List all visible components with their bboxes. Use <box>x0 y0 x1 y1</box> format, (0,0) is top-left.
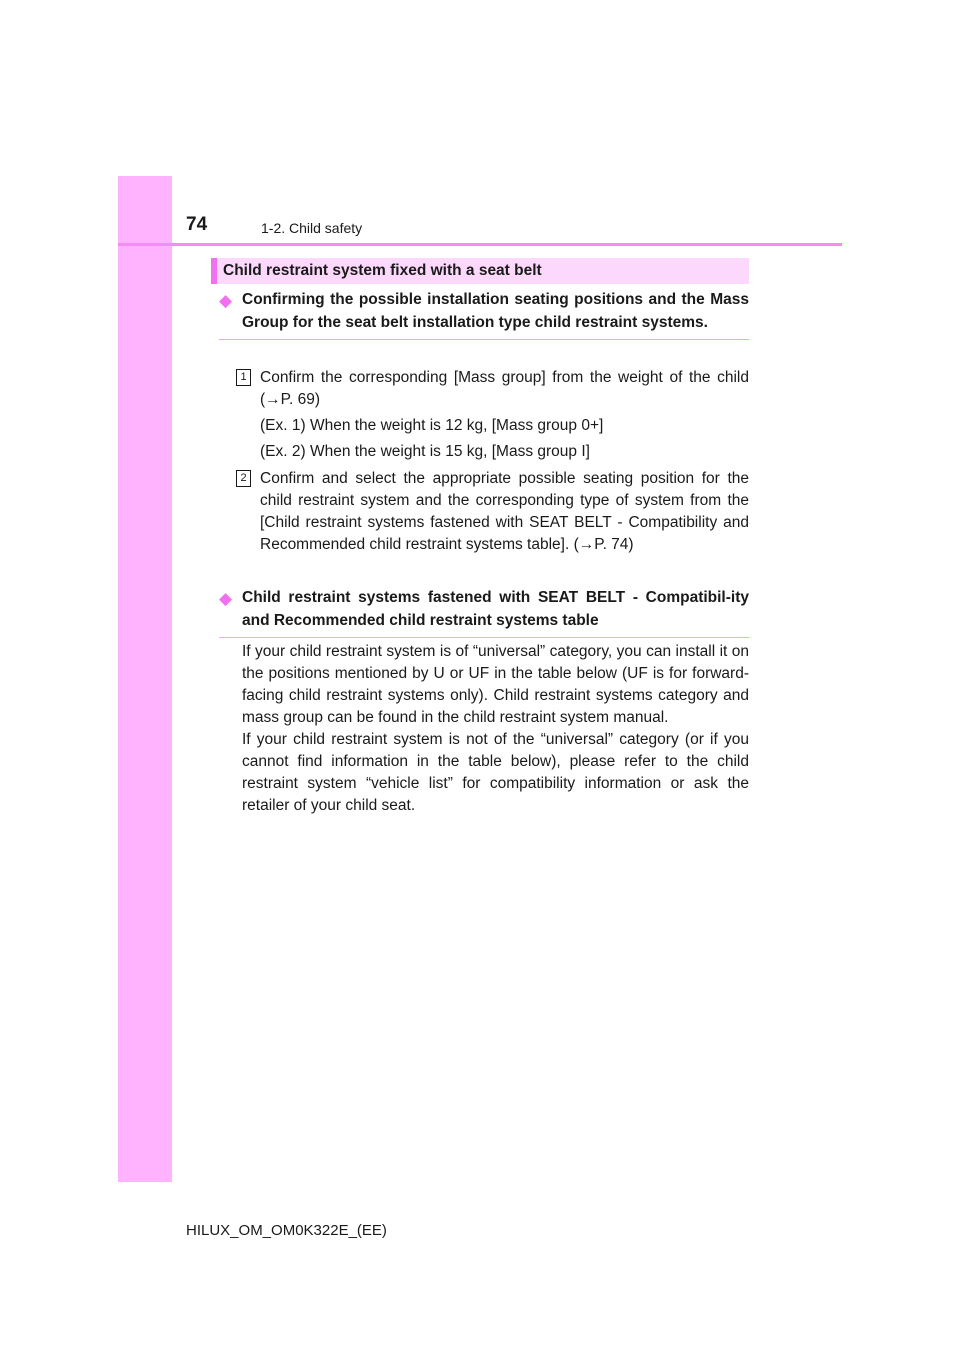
subheading-underline <box>219 637 749 638</box>
header-rule <box>118 243 842 246</box>
chapter-side-strip <box>118 176 172 1182</box>
example-2: (Ex. 2) When the weight is 15 kg, [Mass group I] <box>260 443 590 460</box>
step-2 <box>236 468 749 556</box>
step-text: Confirm the corresponding [Mass group] from the weight of the child (→P. 69) <box>260 369 749 408</box>
subheading-installation-positions <box>219 288 749 340</box>
body-paragraph: If your child restraint system is of “universal” category, you can install it on the positions mentioned by U or UF in the table below (UF is for forward-facing child restraint systems only). Child restraint systems category and mass group can be found in the child restraint system manual. <box>242 643 749 726</box>
step-text: Confirm and select the appropriate possible seating position for the child restraint system and the corresponding type of system from the [Child restraint systems fastened with SEAT BELT - Compatibility and Recommended child restraint systems table]. (→P. 74) <box>260 470 749 553</box>
chapter-title: 1-2. Child safety <box>261 220 363 236</box>
document-code: HILUX_OM_OM0K322E_(EE) <box>186 1222 387 1239</box>
diamond-icon: ◆ <box>219 291 233 310</box>
subheading-underline <box>219 339 749 340</box>
section-title: Child restraint system fixed with a seat belt <box>211 258 749 284</box>
step-1 <box>236 367 749 411</box>
step-number-box: 2 <box>236 470 251 487</box>
example-1: (Ex. 1) When the weight is 12 kg, [Mass group 0+] <box>260 417 604 434</box>
body-paragraph: If your child restraint system is not of the “universal” category (or if you cannot find information in the table below), please refer to the child restraint system “vehicle list” for compatibility information or ask the retailer of your child seat. <box>242 731 749 814</box>
page-number: 74 <box>186 214 208 235</box>
diamond-icon: ◆ <box>219 589 233 608</box>
subheading-text: Confirming the possible installation seating positions and the Mass Group for the seat belt installation type child restraint systems. <box>242 291 749 331</box>
step-number-box: 1 <box>236 369 251 386</box>
subheading-compatibility-table <box>219 586 749 638</box>
subheading-text: Child restraint systems fastened with SEAT BELT - Compatibil-ity and Recommended child restraint systems table <box>242 589 749 629</box>
body-text <box>242 641 749 817</box>
